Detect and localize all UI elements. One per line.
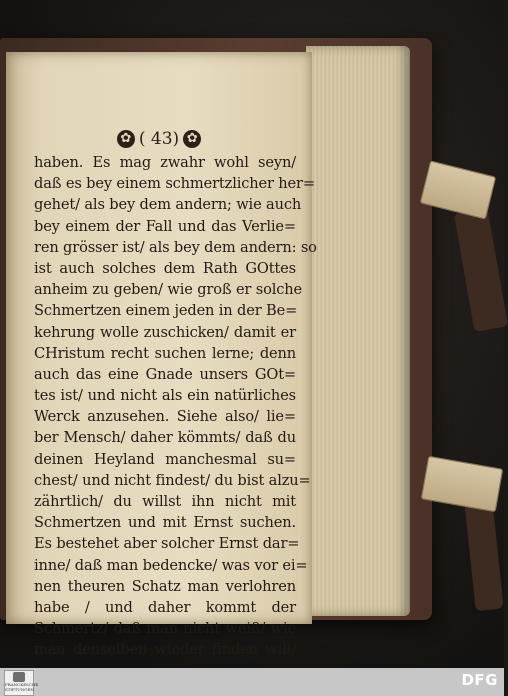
text-line: anheim zu geben/ wie groß er solche — [34, 281, 302, 299]
text-line: ren grösser ist/ als bey dem andern: so — [34, 238, 317, 256]
text-line: inne/ daß man bedencke/ was vor ei= — [34, 556, 308, 574]
footer-bar — [0, 668, 504, 696]
text-line: Schmertzen und mit Ernst suchen. — [34, 514, 296, 532]
logo-text: FRANCKESCHE STIFTUNGEN — [5, 682, 39, 692]
book-page — [6, 52, 317, 659]
text-line: chest/ und nicht findest/ du bist alzu= — [34, 471, 311, 489]
dfg-logo: DFG — [461, 671, 498, 689]
text-line: kehrung wolle zuschicken/ damit er — [34, 323, 296, 341]
text-line: bey einem der Fall und das Verlie= — [34, 217, 296, 235]
text-line: nen theuren Schatz man verlohren — [34, 577, 296, 595]
text-line: CHristum recht suchen lerne; denn — [34, 344, 296, 362]
text-line: Schmertz/ daß man nicht weiß/ wie — [34, 620, 296, 638]
page-body-text — [34, 152, 317, 682]
page-fore-edge — [306, 46, 410, 616]
text-line: Werck anzusehen. Siehe also/ lie= — [34, 408, 296, 426]
crest-icon — [13, 672, 25, 682]
text-line: ber Mensch/ daher kömmts/ daß du — [34, 429, 296, 447]
text-line: Es bestehet aber solcher Ernst dar= — [34, 535, 300, 553]
flower-ornament-icon: ✿ — [117, 130, 135, 148]
clasp-strap-bottom — [464, 499, 503, 611]
text-line: auch das eine Gnade unsers GOt= — [34, 365, 296, 383]
text-line: gehet/ als bey dem andern; wie auch — [34, 196, 302, 214]
clasp-strap-top — [454, 208, 508, 332]
text-line: habe / und daher kommt der — [34, 598, 296, 616]
text-line: deinen Heyland manchesmal su= — [34, 450, 296, 468]
flower-ornament-icon: ✿ — [183, 130, 201, 148]
text-line: daß es bey einem schmertzlicher her= — [34, 175, 315, 193]
institution-logo — [4, 670, 39, 696]
page-number: ( 43) — [138, 129, 180, 149]
text-line: man denselben wieder finden will/ — [34, 641, 296, 659]
ribbon-tab-bottom — [421, 456, 503, 513]
text-line: zährtlich/ du willst ihn nicht mit — [34, 493, 296, 510]
text-line: haben. Es mag zwahr wohl seyn/ — [34, 154, 296, 171]
text-line: ist auch solches dem Rath GOttes — [34, 259, 296, 277]
page-header — [6, 126, 312, 152]
text-line: tes ist/ und nicht als ein natürliches — [34, 387, 296, 405]
text-line: Schmertzen einem jeden in der Be= — [34, 302, 298, 320]
